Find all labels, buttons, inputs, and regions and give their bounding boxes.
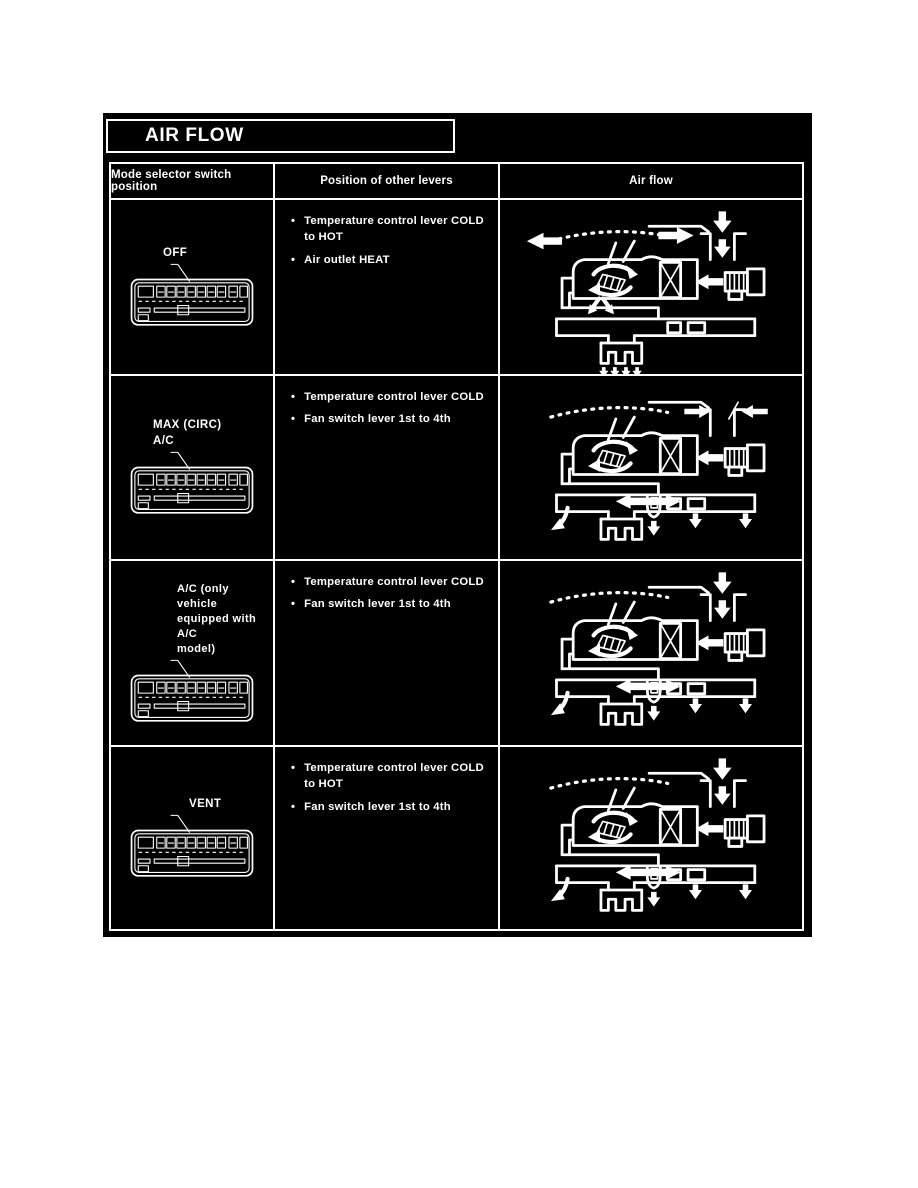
heater-core-icon bbox=[660, 262, 680, 297]
slider-knob bbox=[178, 701, 189, 710]
airflow-diagram-heat bbox=[498, 198, 802, 374]
recirculation-arrows bbox=[684, 402, 767, 419]
blower-motor bbox=[695, 630, 764, 661]
mode-cell-ac bbox=[111, 559, 273, 745]
levers-cell bbox=[273, 745, 498, 929]
display-window bbox=[138, 837, 153, 848]
column-header-levers: Position of other levers bbox=[273, 164, 498, 198]
heater-core-icon bbox=[660, 438, 680, 473]
page-title: AIR FLOW bbox=[145, 125, 244, 146]
bullet-icon: • bbox=[291, 762, 296, 774]
blower-fan-icon bbox=[588, 626, 638, 657]
bullet-icon: • bbox=[291, 598, 296, 611]
column-header-mode: Mode selector switch position bbox=[111, 169, 232, 193]
lever-item: • Air outlet HEAT bbox=[291, 252, 492, 268]
section-title-box bbox=[106, 119, 455, 153]
air-flow-table bbox=[109, 162, 804, 931]
mode-cell-off bbox=[111, 198, 273, 374]
slider-track bbox=[154, 496, 245, 500]
lever-item: • Temperature control lever COLD bbox=[291, 574, 492, 590]
lever-item: • Fan switch lever 1st to 4th bbox=[291, 799, 492, 815]
column-header-airflow: Air flow bbox=[498, 164, 802, 198]
blower-motor bbox=[695, 445, 764, 476]
blower-motor bbox=[695, 269, 764, 300]
blower-fan-icon bbox=[588, 812, 638, 843]
slider-knob bbox=[178, 857, 189, 866]
lever-item: • Fan switch lever 1st to 4th bbox=[291, 596, 492, 612]
mode-label: VENT bbox=[189, 797, 222, 810]
mode-cell-max-ac bbox=[111, 374, 273, 559]
slider-track bbox=[138, 859, 150, 863]
airflow-diagram-ac bbox=[498, 559, 802, 745]
airflow-schematic bbox=[512, 204, 790, 374]
cowl-line bbox=[649, 773, 708, 779]
vent-outlet-arrows bbox=[551, 865, 752, 907]
lever-item: • Temperature control lever COLD to HOT bbox=[291, 213, 492, 246]
mode-button bbox=[240, 286, 248, 297]
mode-button bbox=[240, 837, 248, 848]
fresh-air-tower bbox=[701, 410, 745, 436]
heater-control-panel-illustration bbox=[129, 449, 255, 516]
airflow-schematic bbox=[512, 751, 790, 925]
bullet-icon: • bbox=[291, 215, 296, 227]
levers-cell bbox=[273, 559, 498, 745]
bullet-icon: • bbox=[291, 413, 296, 426]
vent-outlet-arrows bbox=[551, 679, 752, 721]
slider-knob bbox=[138, 866, 148, 872]
bullet-icon: • bbox=[291, 253, 296, 266]
heater-control-panel-illustration bbox=[129, 812, 255, 879]
blower-fan-icon bbox=[588, 265, 638, 296]
slider-track bbox=[138, 496, 150, 500]
mode-label: A/C (only vehicle equipped with A/C model) bbox=[177, 583, 257, 655]
mode-cell-vent bbox=[111, 745, 273, 929]
bullet-icon: • bbox=[291, 576, 296, 588]
bullet-icon: • bbox=[291, 800, 296, 813]
heater-control-panel-illustration bbox=[129, 657, 255, 724]
lever-item: • Fan switch lever 1st to 4th bbox=[291, 411, 492, 427]
airflow-diagram-vent bbox=[498, 745, 802, 929]
cowl-line bbox=[649, 587, 708, 593]
airflow-schematic bbox=[512, 565, 790, 739]
heater-core-icon bbox=[660, 623, 680, 658]
slider-track bbox=[138, 308, 150, 312]
slider-knob bbox=[138, 503, 148, 509]
mode-button bbox=[240, 475, 248, 486]
slider-track bbox=[154, 704, 245, 708]
display-window bbox=[138, 682, 153, 693]
mode-label: MAX (CIRC) A/C bbox=[153, 419, 222, 447]
levers-cell bbox=[273, 374, 498, 559]
heater-control-panel-illustration bbox=[129, 261, 255, 328]
bullet-icon: • bbox=[291, 391, 296, 403]
air-flow-section bbox=[103, 113, 812, 937]
control-panel-ac bbox=[129, 657, 255, 724]
control-panel-off bbox=[129, 261, 255, 328]
heater-core-icon bbox=[660, 809, 680, 844]
display-window bbox=[138, 286, 153, 297]
slider-track bbox=[154, 859, 245, 863]
slider-knob bbox=[178, 494, 189, 503]
slider-track bbox=[154, 308, 245, 312]
airflow-diagram-max-ac bbox=[498, 374, 802, 559]
blower-motor bbox=[695, 816, 764, 847]
display-window bbox=[138, 475, 153, 486]
vent-outlet-arrows bbox=[551, 494, 752, 536]
fresh-air-intake-arrows bbox=[713, 758, 732, 804]
lever-item: • Temperature control lever COLD bbox=[291, 389, 492, 405]
airflow-schematic bbox=[512, 380, 790, 554]
mode-button bbox=[240, 682, 248, 693]
fresh-air-intake-arrows bbox=[713, 572, 732, 618]
slider-knob bbox=[138, 710, 148, 716]
control-panel-max-ac bbox=[129, 449, 255, 516]
slider-knob bbox=[178, 306, 189, 315]
control-panel-vent bbox=[129, 812, 255, 879]
levers-cell bbox=[273, 198, 498, 374]
slider-knob bbox=[138, 315, 148, 321]
slider-track bbox=[138, 704, 150, 708]
mode-label: OFF bbox=[163, 246, 188, 259]
fresh-air-intake-arrows bbox=[713, 211, 732, 257]
blower-fan-icon bbox=[588, 441, 638, 472]
lever-item: • Temperature control lever COLD to HOT bbox=[291, 760, 492, 793]
